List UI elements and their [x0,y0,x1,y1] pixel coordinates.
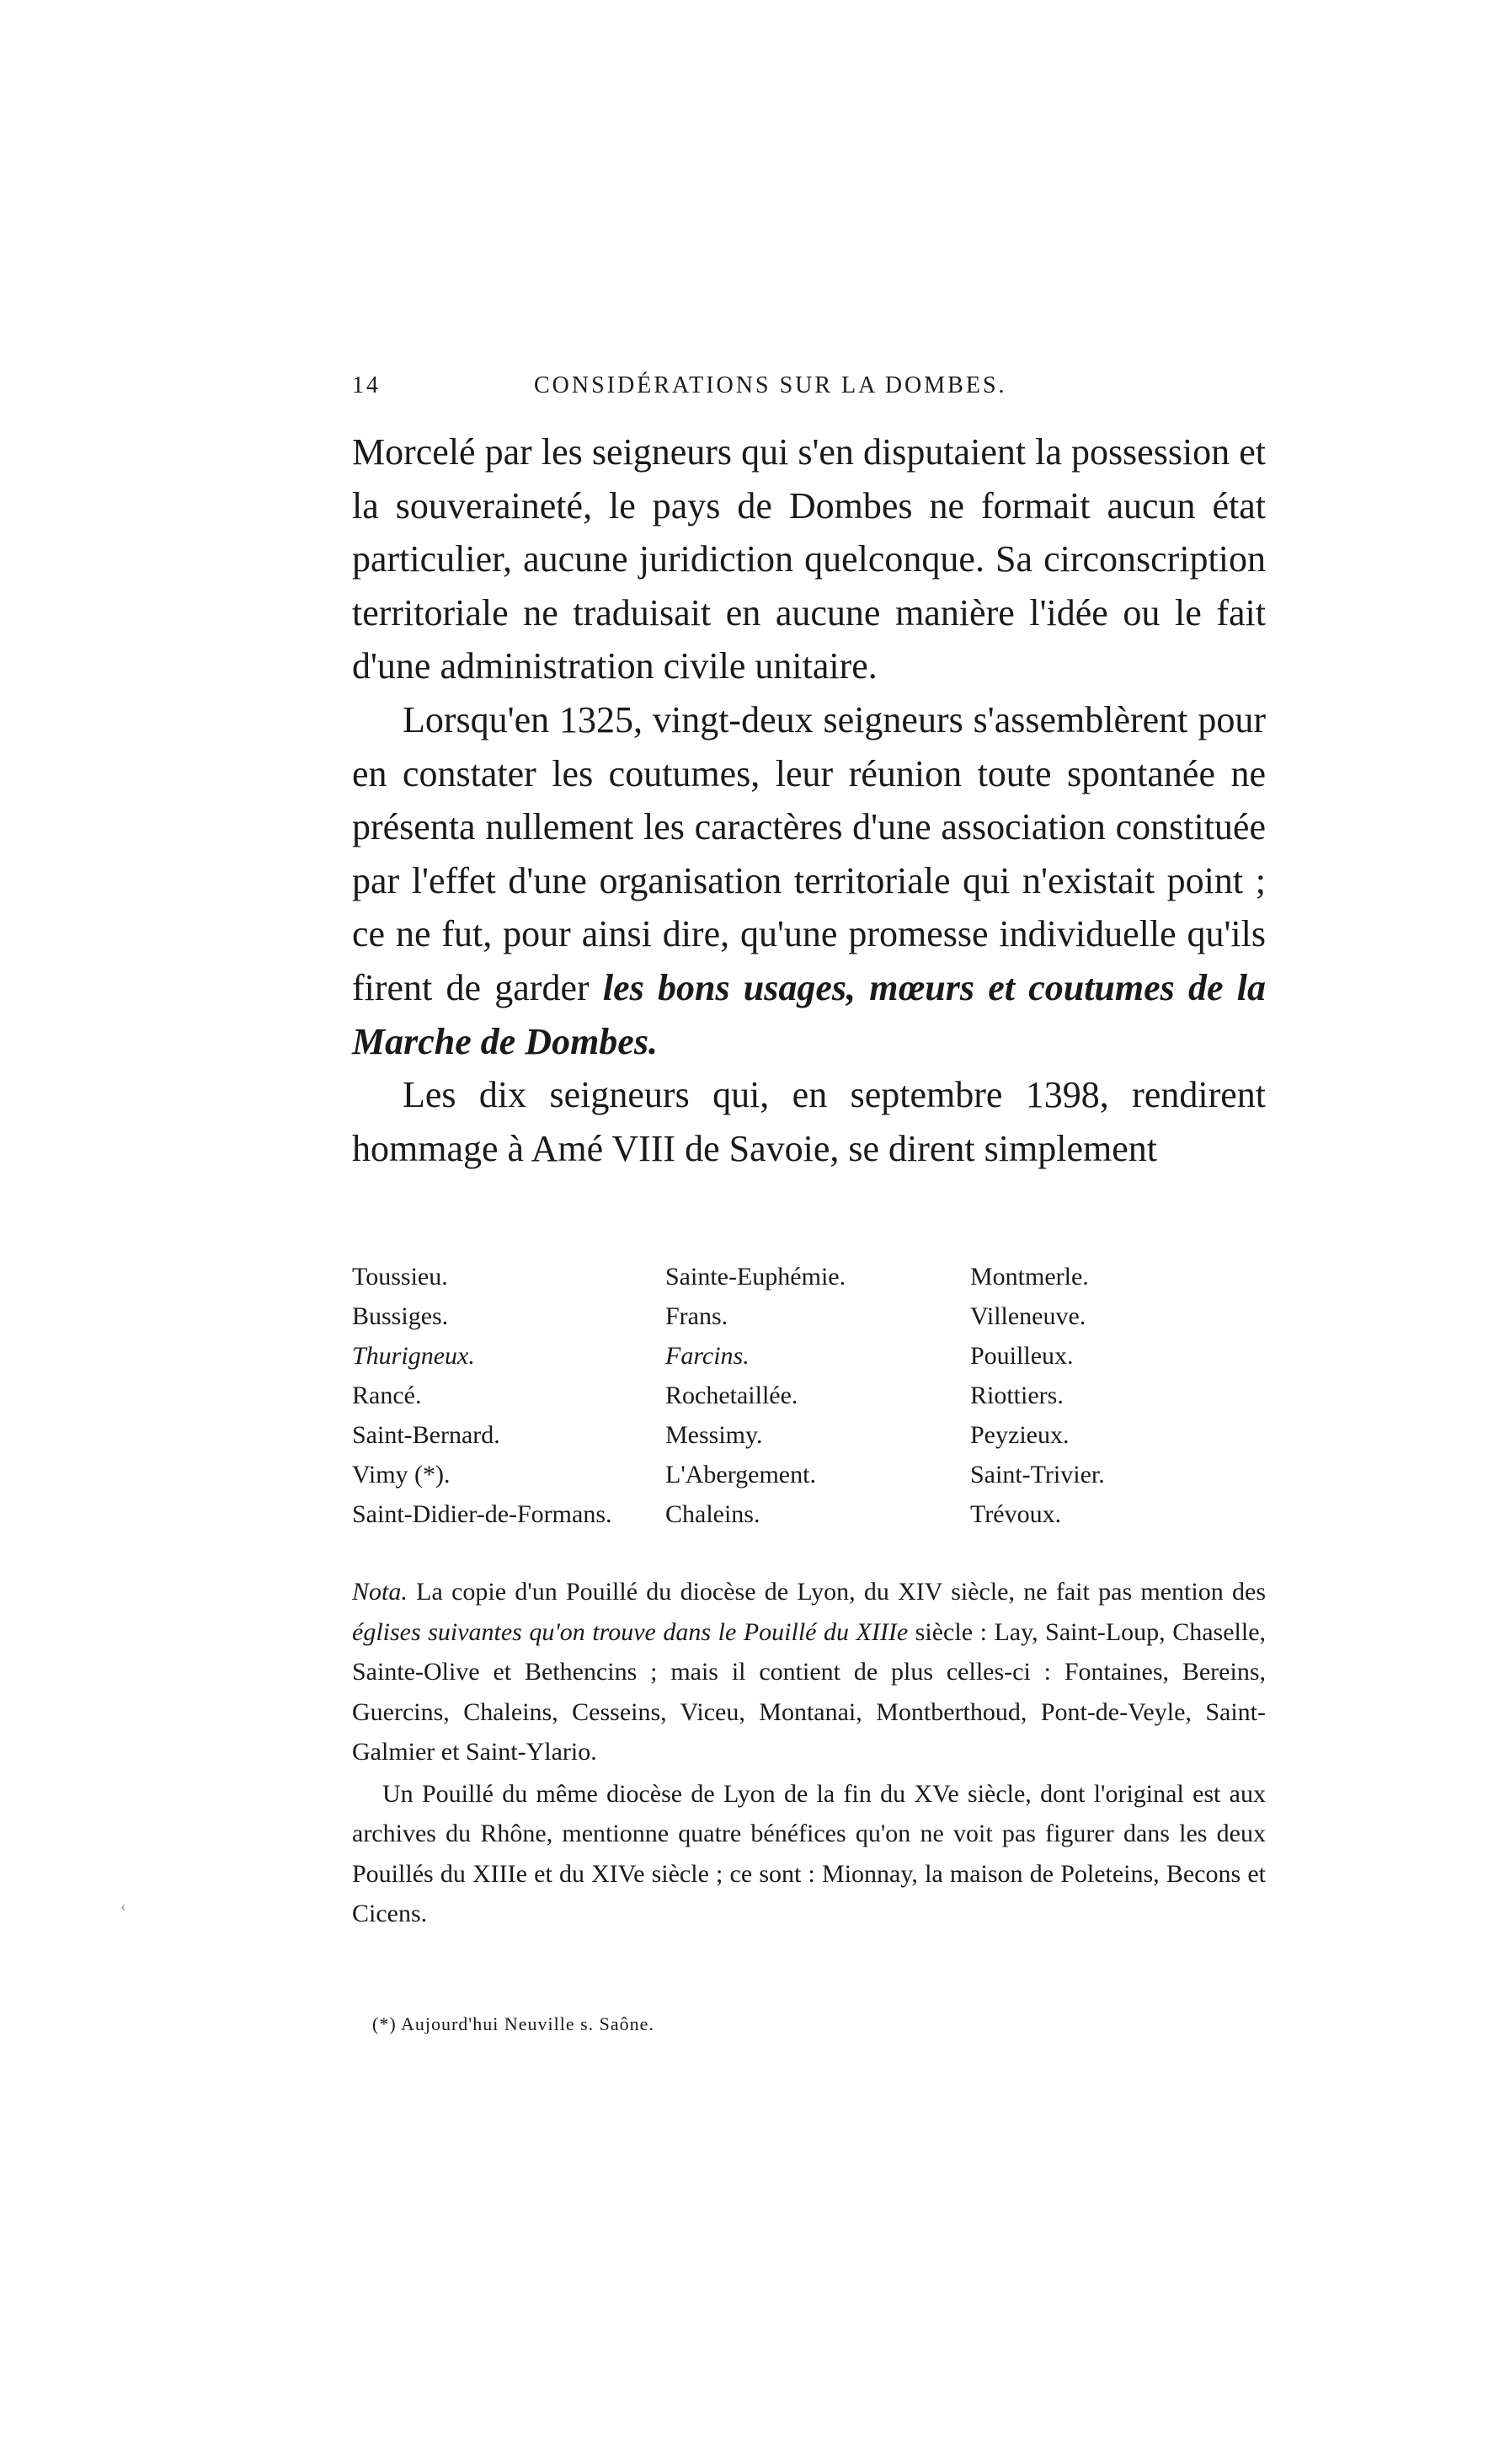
paragraph-2-text: Lorsqu'en 1325, vingt-deux seigneurs s'assemblèrent pour en constater les coutumes, leur réunion toute spontanée ne présenta nullement les caractères d'une association constituée par l'effet d'une organisation territoriale qui n'existait point ; ce ne fut, pour ainsi dire, qu'une promesse individuelle qu'ils firent de garder [352,698,1266,1008]
nota-label: Nota. [352,1578,408,1606]
place-name: Toussieu. [352,1263,448,1291]
places-column-3 [970,1257,1105,1534]
place-name: Vimy (*). [352,1461,451,1489]
place-name: Pouilleux. [970,1342,1074,1370]
place-name: Rochetaillée. [665,1382,798,1409]
places-column-1 [352,1257,612,1534]
nota-block [352,1572,1266,1934]
place-name: Trévoux. [970,1500,1062,1528]
place-name: Saint-Didier-de-Formans. [352,1500,612,1528]
place-name: Frans. [665,1302,728,1330]
page-number: 14 [352,372,381,398]
paragraph-1: Morcelé par les seigneurs qui s'en disputaient la possession et la souveraineté, le pays de Dombes ne formait aucun état particulier, aucune juridiction quelconque. Sa circonscription territoriale ne traduisait en aucune manière l'idée ou le fait d'une administration civile unitaire. [352,431,1266,687]
paragraph-2-quote: les bons usages, mœurs et coutumes de la Marche de Dombes. [352,966,1266,1062]
place-name: Saint-Bernard. [352,1421,500,1449]
place-name: L'Abergement. [665,1461,816,1489]
place-name: Sainte-Euphémie. [665,1263,846,1291]
margin-mark: ‹ [120,1897,126,1916]
nota-text-a: La copie d'un Pouillé du diocèse de Lyon, du XIV siècle, ne fait pas mention des [407,1578,1266,1606]
footnote: (*) Aujourd'hui Neuville s. Saône. [372,2013,654,2034]
place-name: Bussiges. [352,1302,449,1330]
running-header [352,372,1267,406]
paragraph-2 [352,693,1266,1068]
paragraph-3: Les dix seigneurs qui, en septembre 1398, rendirent hommage à Amé VIII de Savoie, se dirent simplement [352,1074,1266,1169]
place-name: Montmerle. [970,1263,1089,1291]
place-name: Thurigneux. [352,1342,475,1370]
place-name: Rancé. [352,1382,422,1409]
place-name: Saint-Trivier. [970,1461,1105,1489]
nota-text-italic: églises suivantes qu'on trouve dans le Pouillé du XIIIe [352,1617,909,1646]
places-column-2 [665,1257,846,1534]
place-name: Peyzieux. [970,1421,1070,1449]
place-name: Messimy. [665,1421,763,1449]
place-name: Chaleins. [665,1500,760,1528]
place-name: Riottiers. [970,1382,1064,1409]
running-title: CONSIDÉRATIONS SUR LA DOMBES. [534,372,1007,398]
nota-paragraph-1 [352,1572,1266,1772]
place-name: Farcins. [665,1342,750,1370]
place-name: Villeneuve. [970,1302,1086,1330]
nota-paragraph-2: Un Pouillé du même diocèse de Lyon de la fin du XVe siècle, dont l'original est aux archives du Rhône, mentionne quatre bénéfices qu'on ne voit pas figurer dans les deux Pouillés du XIIIe et du XIVe siècle ; ce sont : Mionnay, la maison de Poleteins, Becons et Cicens. [352,1779,1266,1927]
nota-text-b: siècle : Lay, Saint-Loup, Chaselle, Sainte-Olive et Bethencins ; mais il contient de plus celles-ci : Fontaines, Bereins, Guercins, Chaleins, Cesseins, Viceu, Montanai, Montberthoud, Pont-de-Veyle, Saint-Galmier et Saint-Ylario. [352,1617,1267,1766]
body-text [352,425,1266,1175]
